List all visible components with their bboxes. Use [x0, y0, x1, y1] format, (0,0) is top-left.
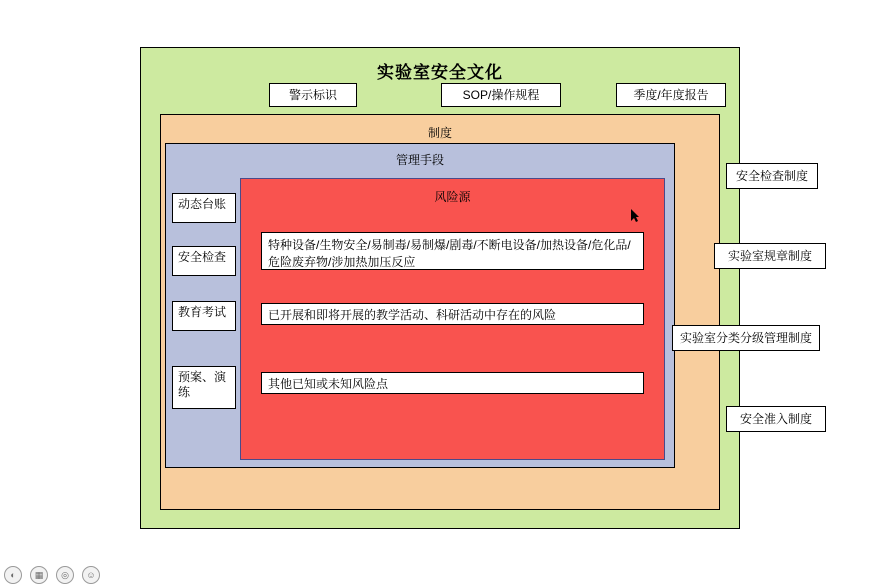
right-box-safety-inspection-system[interactable]: 安全检查制度 [726, 163, 818, 189]
right-box-lab-regulations[interactable]: 实验室规章制度 [714, 243, 826, 269]
left-box-plan-drill[interactable]: 预案、演练 [172, 366, 236, 409]
risk-row[interactable]: 已开展和即将开展的教学活动、科研活动中存在的风险 [261, 303, 644, 325]
top-box-warning-sign[interactable]: 警示标识 [269, 83, 357, 107]
circle-icon-4[interactable]: ☺ [82, 566, 100, 584]
risk-row[interactable]: 特种设备/生物安全/易制毒/易制爆/剧毒/不断电设备/加热设备/危化品/危险废弃物/涉加热加压反应 [261, 232, 644, 270]
layer-risk-source-label: 风险源 [434, 190, 471, 204]
circle-icon-1[interactable]: ◐ [4, 566, 22, 584]
risk-row[interactable]: 其他已知或未知风险点 [261, 372, 644, 394]
left-box-dynamic-ledger[interactable]: 动态台账 [172, 193, 236, 223]
layer-institution-label: 制度 [427, 126, 452, 140]
top-box-report[interactable]: 季度/年度报告 [616, 83, 726, 107]
top-box-sop[interactable]: SOP/操作规程 [441, 83, 561, 107]
right-box-classified-management[interactable]: 实验室分类分级管理制度 [672, 325, 820, 351]
layer-management-label: 管理手段 [395, 153, 444, 167]
bottom-toolbar [0, 566, 100, 584]
circle-icon-2[interactable]: ▦ [30, 566, 48, 584]
left-box-education-exam[interactable]: 教育考试 [172, 301, 236, 331]
page-title: 实验室安全文化 [377, 63, 503, 82]
right-box-safety-access-system[interactable]: 安全准入制度 [726, 406, 826, 432]
left-box-safety-inspection[interactable]: 安全检查 [172, 246, 236, 276]
circle-icon-3[interactable]: ◎ [56, 566, 74, 584]
mouse-cursor-icon [631, 209, 640, 222]
